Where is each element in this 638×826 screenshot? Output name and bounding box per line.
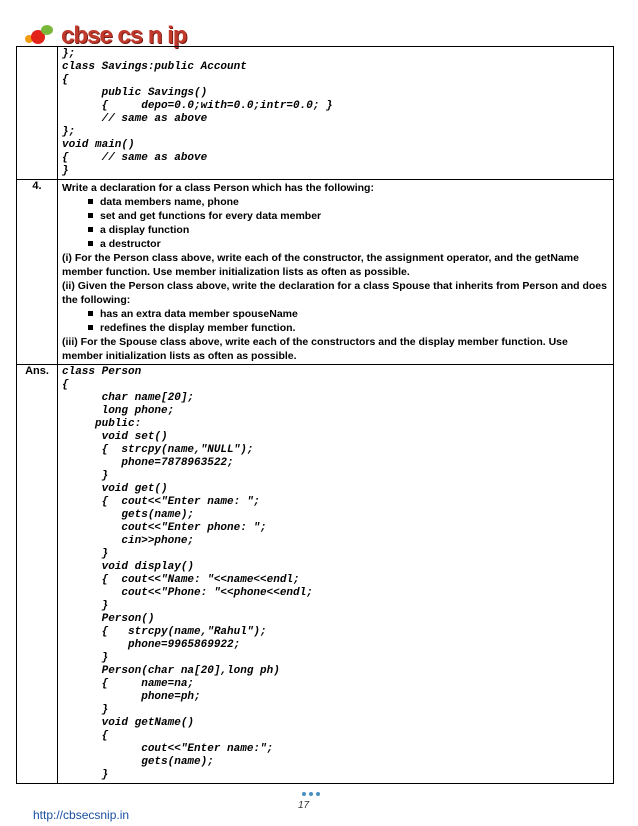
list-item: a display function — [88, 223, 609, 237]
row-number: Ans. — [17, 365, 58, 784]
code-block: class Person { char name[20]; long phone; public: void set() { strcpy(name,"NULL"); phone=7878963522; } void get() { cout<<"Enter name: "; gets(name); cout<<"Enter phone: "; cin>>phone; } void display() { cout<<"Name: "<<name<<endl; cout<<"Phone: "<<phone<<endl; } Person() { strcpy(name,"Rahul"); phone=9965869922; } Person(char na[20],long ph) { name=na; phone=ph; } void getName() { cout<<"Enter name:"; gets(name); } — [62, 366, 313, 781]
row-content — [58, 47, 614, 180]
page-decoration-dots — [302, 792, 320, 796]
footer-link[interactable]: http://cbsecsnip.in — [33, 808, 130, 822]
row-number — [17, 47, 58, 180]
list-item: a destructor — [88, 237, 609, 251]
code-block: }; class Savings:public Account { public Savings() { depo=0.0;with=0.0;intr=0.0; } // same as above }; void main() { // same as above } — [62, 48, 333, 177]
table-row — [17, 365, 614, 784]
list-item: data members name, phone — [88, 195, 609, 209]
list-item: set and get functions for every data member — [88, 209, 609, 223]
bullet-list — [62, 307, 609, 335]
bullet-list — [62, 195, 609, 251]
list-item: has an extra data member spouseName — [88, 307, 609, 321]
answer-content — [58, 365, 614, 784]
row-number: 4. — [17, 180, 58, 365]
logo-icon — [25, 25, 59, 47]
question-part-ii: (ii) Given the Person class above, write the declaration for a class Spouse that inherits from Person and does the following: — [62, 280, 607, 306]
table-row — [17, 180, 614, 365]
question-intro: Write a declaration for a class Person which has the following: — [62, 182, 374, 194]
question-table — [16, 46, 614, 784]
question-text — [58, 180, 614, 365]
question-part-i: (i) For the Person class above, write each of the constructor, the assignment operator, and the getName member function. Use member initialization lists as often as possible. — [62, 252, 579, 278]
question-part-iii: (iii) For the Spouse class above, write each of the constructors and the display member function. Use member initialization lists as often as possible. — [62, 336, 568, 362]
list-item: redefines the display member function. — [88, 321, 609, 335]
table-row — [17, 47, 614, 180]
logo-text: cbse cs n ip — [61, 22, 187, 49]
page-number: 17 — [298, 800, 310, 811]
